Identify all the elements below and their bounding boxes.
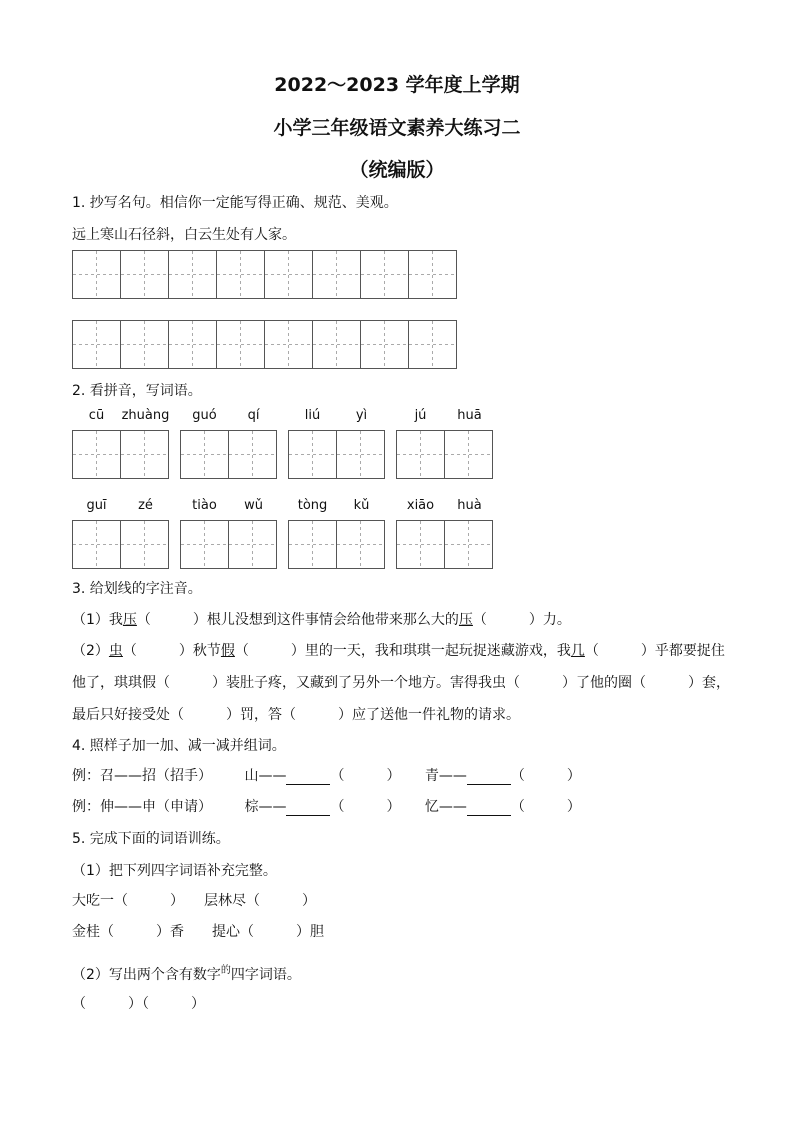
writing-cell[interactable] (180, 430, 229, 479)
answer-paren[interactable]: （ ） (330, 799, 401, 815)
q3-line-3: 他了，琪琪假（ ）装肚子疼，又藏到了另外一个地方。害得我虫（ ）了他的圈（ ）套， (72, 675, 730, 691)
pinyin-label: guī (86, 498, 107, 513)
pinyin-label: kǔ (353, 498, 370, 513)
pinyin-word (396, 498, 494, 569)
pinyin-label: tòng (297, 498, 328, 513)
writing-cell[interactable] (336, 430, 385, 479)
answer-blank[interactable] (467, 770, 511, 785)
answer-paren[interactable]: （ ） (510, 768, 581, 784)
text-span: （ ）秋节 (122, 643, 221, 659)
writing-cell[interactable] (288, 520, 337, 569)
q4-item: 山—— (244, 768, 287, 784)
underlined-char: 几 (570, 643, 585, 659)
idiom-blank[interactable]: 大吃一（ ） (72, 893, 184, 909)
answer-paren[interactable]: （ ） (510, 799, 581, 815)
pinyin-label: zhuàng (121, 408, 170, 423)
text-span: （ ）根儿没想到这件事情会给他带来那么大的 (136, 612, 459, 628)
writing-cell[interactable] (264, 320, 313, 369)
underlined-char: 假 (220, 643, 235, 659)
text-span: （1）我 (72, 612, 123, 628)
q4-row-1 (72, 765, 581, 785)
writing-cell[interactable] (264, 250, 313, 299)
writing-cell[interactable] (336, 520, 385, 569)
pinyin-word (72, 408, 170, 479)
writing-cell[interactable] (312, 320, 361, 369)
writing-cell[interactable] (396, 520, 445, 569)
text-span: 的 (220, 965, 231, 976)
underlined-char: 虫 (108, 643, 123, 659)
q4-item: 棕—— (244, 799, 287, 815)
q1-grid-row-2 (72, 320, 456, 369)
idiom-blank[interactable]: 提心（ ）胆 (212, 924, 324, 940)
q4-title: 4. 照样子加一加、减一减并组词。 (72, 738, 286, 754)
idiom-blank[interactable]: 层林尽（ ） (204, 893, 316, 909)
q4-example: 例：召——招（招手） (72, 768, 212, 784)
underlined-char: 压 (122, 612, 137, 628)
pinyin-label: qí (247, 408, 260, 423)
writing-cell[interactable] (396, 430, 445, 479)
q3-line-4: 最后只好接受处（ ）罚，答（ ）应了送他一件礼物的请求。 (72, 707, 520, 723)
writing-cell[interactable] (408, 320, 457, 369)
q5-title: 5. 完成下面的词语训练。 (72, 831, 230, 847)
writing-cell[interactable] (312, 250, 361, 299)
writing-cell[interactable] (168, 320, 217, 369)
pinyin-label: huà (457, 498, 482, 513)
pinyin-label: yì (355, 408, 368, 423)
q5-sub1: （1）把下列四字词语补充完整。 (72, 863, 277, 879)
text-span: （2） (72, 643, 109, 659)
writing-cell[interactable] (288, 430, 337, 479)
q1-title: 1. 抄写名句。相信你一定能写得正确、规范、美观。 (72, 195, 398, 211)
q3-title: 3. 给划线的字注音。 (72, 581, 202, 597)
pinyin-label: huā (457, 408, 482, 423)
pinyin-label: guó (192, 408, 217, 423)
pinyin-label: tiào (192, 498, 217, 513)
pinyin-label: zé (138, 498, 153, 513)
underlined-char: 压 (458, 612, 473, 628)
writing-cell[interactable] (72, 520, 121, 569)
text-span: （ ）里的一天，我和琪琪一起玩捉迷藏游戏，我 (234, 643, 571, 659)
q2-pinyin-row-2 (72, 498, 504, 569)
writing-cell[interactable] (216, 250, 265, 299)
writing-cell[interactable] (72, 320, 121, 369)
pinyin-word (288, 408, 386, 479)
q5-words-row-1 (72, 890, 316, 910)
q1-grid-row-1 (72, 250, 456, 299)
answer-paren[interactable]: （ ） (330, 768, 401, 784)
pinyin-word (180, 498, 278, 569)
idiom-blank[interactable]: 金桂（ ）香 (72, 924, 184, 940)
q4-example: 例：伸——申（申请） (72, 799, 212, 815)
writing-cell[interactable] (228, 430, 277, 479)
pinyin-label: cū (88, 408, 105, 423)
writing-cell[interactable] (120, 250, 169, 299)
writing-cell[interactable] (120, 430, 169, 479)
writing-cell[interactable] (216, 320, 265, 369)
writing-cell[interactable] (72, 250, 121, 299)
answer-blank[interactable] (467, 801, 511, 816)
pinyin-label: jú (414, 408, 427, 423)
text-span: （ ）乎都要捉住 (584, 643, 725, 659)
writing-cell[interactable] (120, 320, 169, 369)
q4-item: 青—— (424, 768, 467, 784)
writing-cell[interactable] (444, 520, 493, 569)
doc-title-line1: 2022～2023 学年度上学期 (274, 74, 520, 96)
text-span: （2）写出两个含有数字 (72, 967, 221, 983)
answer-blank[interactable] (286, 770, 330, 785)
q5-sub2 (72, 961, 301, 984)
writing-cell[interactable] (444, 430, 493, 479)
doc-title-line3: （统编版） (349, 159, 445, 181)
pinyin-word (180, 408, 278, 479)
writing-cell[interactable] (360, 250, 409, 299)
q5-answer[interactable]: （ ）（ ） (72, 996, 205, 1012)
q1-sentence: 远上寒山石径斜，白云生处有人家。 (72, 227, 296, 243)
writing-cell[interactable] (360, 320, 409, 369)
q2-title: 2. 看拼音，写词语。 (72, 383, 202, 399)
doc-title-line2: 小学三年级语文素养大练习二 (273, 117, 521, 139)
pinyin-word (396, 408, 494, 479)
pinyin-label: xiāo (406, 498, 435, 513)
pinyin-word (72, 498, 170, 569)
q2-pinyin-row-1 (72, 408, 504, 479)
q3-line-2 (72, 640, 725, 660)
pinyin-label: liú (304, 408, 321, 423)
q4-item: 忆—— (424, 799, 467, 815)
writing-cell[interactable] (168, 250, 217, 299)
q3-line-1 (72, 609, 571, 629)
writing-cell[interactable] (72, 430, 121, 479)
q5-words-row-2 (72, 921, 324, 941)
answer-blank[interactable] (286, 801, 330, 816)
text-span: 四字词语。 (230, 967, 301, 983)
text-span: （ ）力。 (472, 612, 571, 628)
writing-cell[interactable] (180, 520, 229, 569)
pinyin-word (288, 498, 386, 569)
writing-cell[interactable] (228, 520, 277, 569)
writing-cell[interactable] (408, 250, 457, 299)
writing-cell[interactable] (120, 520, 169, 569)
q4-row-2 (72, 796, 581, 816)
pinyin-label: wǔ (244, 498, 263, 513)
